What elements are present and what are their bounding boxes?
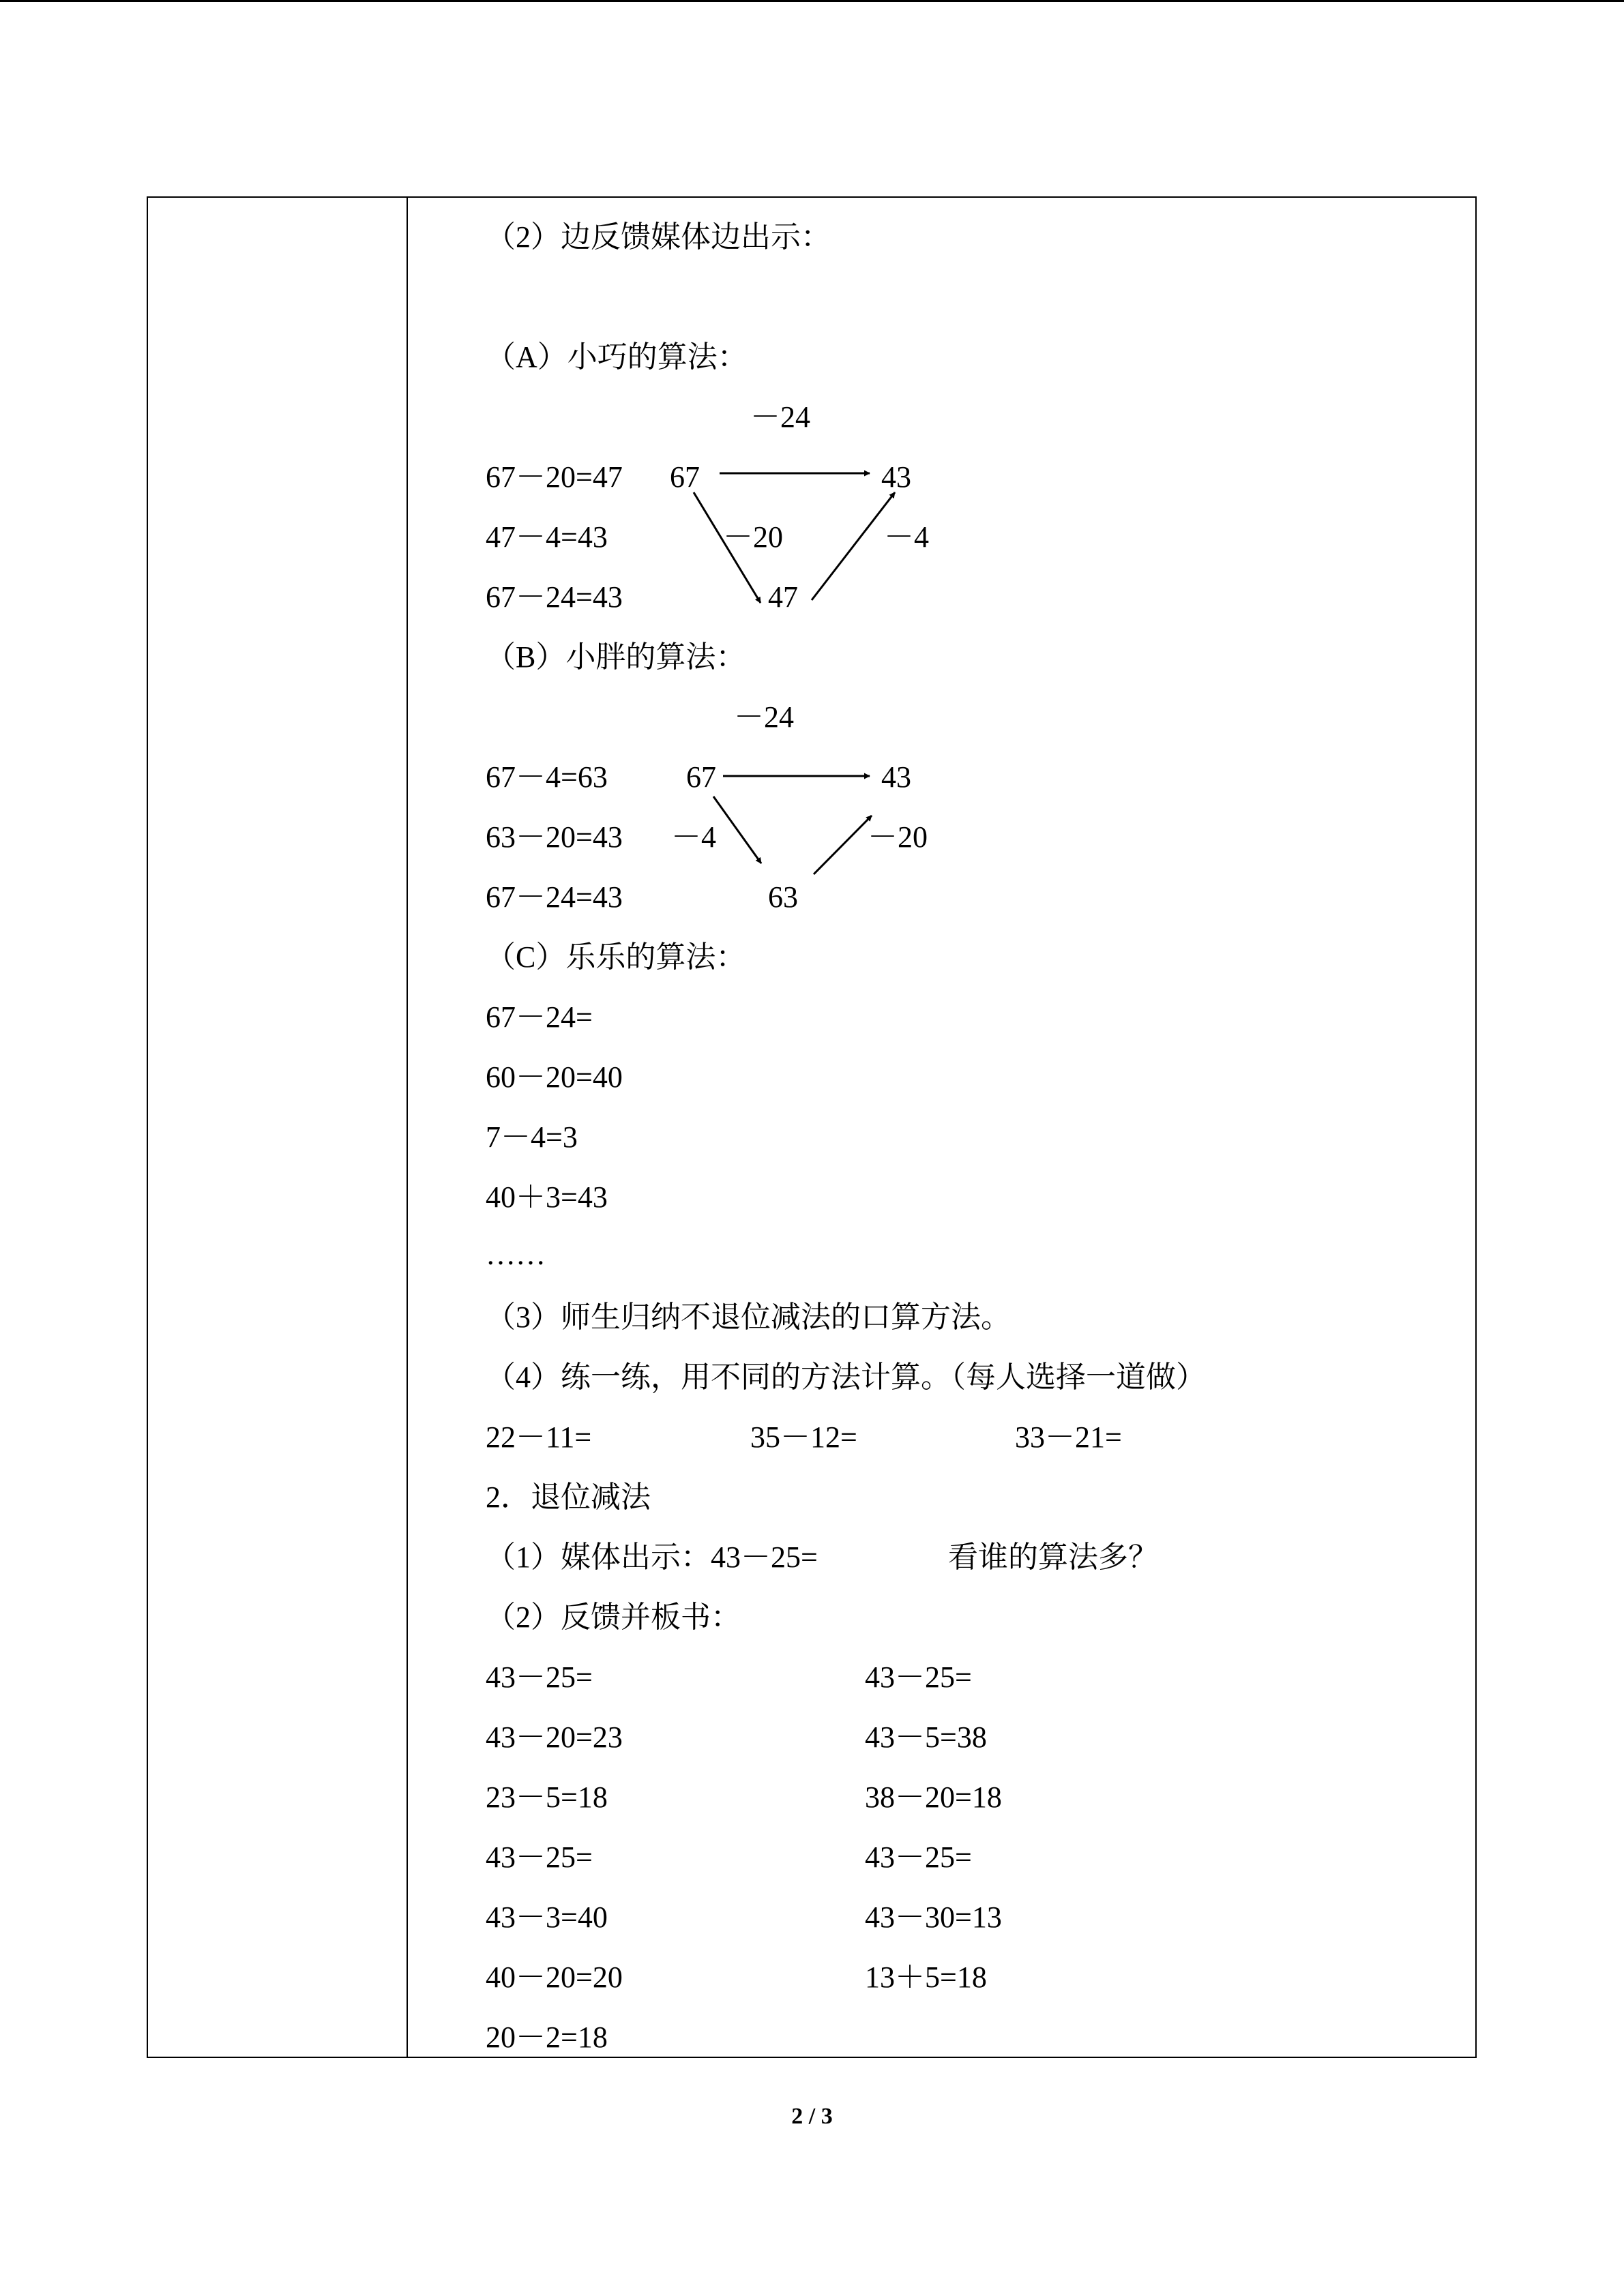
section-2-title: 2．退位减法 (486, 1480, 651, 1514)
method-a-arrows (694, 473, 895, 603)
method-a-diagram-mid: 47 (768, 580, 798, 614)
method-a-eq-2: 47－4=43 (486, 520, 608, 554)
board-right-1: 43－25= (865, 1660, 972, 1694)
board-left-3: 23－5=18 (486, 1780, 608, 1814)
line-summarize: （3）师生归纳不退位减法的口算方法。 (486, 1300, 1011, 1334)
board-left-1: 43－25= (486, 1660, 593, 1694)
method-b-diagram-end: 43 (881, 760, 911, 794)
method-b-eq-2: 63－20=43 (486, 820, 623, 854)
board-right-5: 43－30=13 (865, 1900, 1002, 1934)
method-a-diagram-top-label: －24 (750, 400, 810, 434)
page-number: 2 / 3 (791, 2104, 833, 2129)
method-a-diagram-left-label: －20 (723, 520, 783, 554)
method-c-eq-1: 67－24= (486, 1000, 593, 1034)
method-c-eq-2: 60－20=40 (486, 1060, 623, 1094)
section-2-board: （2）反馈并板书： (486, 1600, 741, 1634)
method-b-arrow-left (713, 796, 761, 863)
method-a-eq-3: 67－24=43 (486, 580, 623, 614)
method-a-diagram-start: 67 (670, 460, 700, 494)
method-b-diagram-mid: 63 (768, 880, 798, 914)
board-left-4: 43－25= (486, 1840, 593, 1874)
method-b-arrow-right (814, 816, 872, 874)
method-b-title: （B）小胖的算法： (486, 640, 746, 674)
line-feedback-show: （2）边反馈媒体边出示： (486, 220, 831, 254)
method-c-title: （C）乐乐的算法： (486, 940, 746, 974)
method-a-arrow-right (812, 492, 895, 600)
method-b-diagram-start: 67 (686, 760, 716, 794)
board-right-3: 38－20=18 (865, 1780, 1002, 1814)
method-b-arrows (713, 776, 872, 874)
board-left-6: 40－20=20 (486, 1960, 623, 1994)
board-left-7: 20－2=18 (486, 2021, 608, 2054)
board-right-4: 43－25= (865, 1840, 972, 1874)
method-a-title: （A）小巧的算法： (486, 340, 748, 374)
practice-3: 33－21= (1015, 1420, 1122, 1454)
section-2-show: （1）媒体出示：43－25= (486, 1540, 818, 1574)
method-a-diagram-right-label: －4 (884, 520, 929, 554)
board-right-6: 13＋5=18 (865, 1960, 987, 1994)
board-left-2: 43－20=23 (486, 1720, 623, 1754)
method-b-diagram-right-label: －20 (868, 820, 928, 854)
method-b-diagram-left-label: －4 (671, 820, 716, 854)
section-2-ask: 看谁的算法多？ (948, 1540, 1158, 1574)
line-practice: （4）练一练，用不同的方法计算。（每人选择一道做） (486, 1360, 1206, 1394)
board-left-5: 43－3=40 (486, 1900, 608, 1934)
practice-1: 22－11= (486, 1420, 592, 1454)
method-a-arrow-left (694, 492, 761, 603)
method-b-eq-3: 67－24=43 (486, 880, 623, 914)
method-b-eq-1: 67－4=63 (486, 760, 608, 794)
board-right-2: 43－5=38 (865, 1720, 987, 1754)
method-c-ellipsis: …… (486, 1238, 546, 1271)
method-c-eq-4: 40＋3=43 (486, 1180, 608, 1214)
method-a-eq-1: 67－20=47 (486, 460, 623, 494)
method-b-diagram-top-label: －24 (734, 700, 794, 734)
method-c-eq-3: 7－4=3 (486, 1120, 578, 1154)
method-a-diagram-end: 43 (881, 460, 911, 494)
practice-2: 35－12= (750, 1420, 857, 1454)
